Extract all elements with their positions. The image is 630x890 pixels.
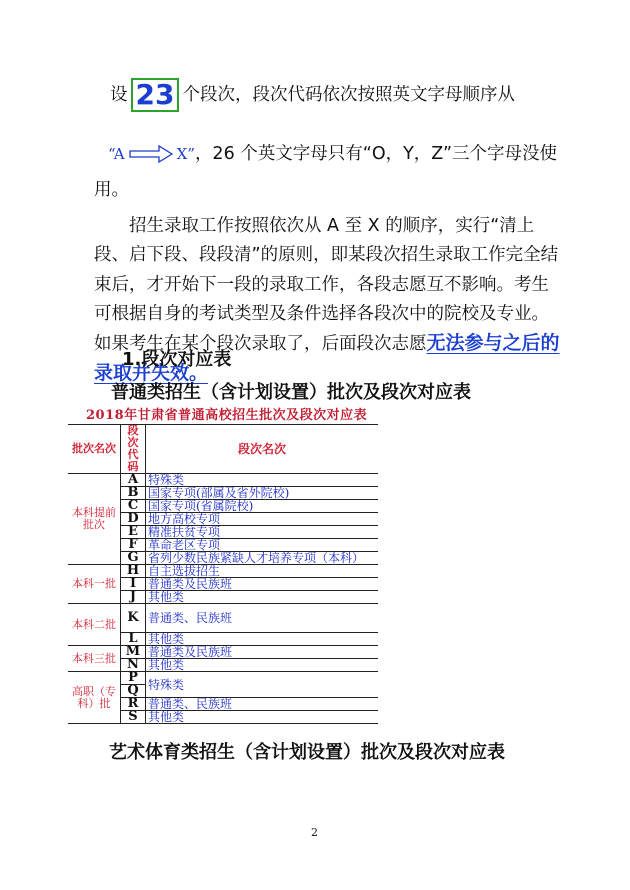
name-cell: 特殊类 [146,474,379,487]
code-cell: J [121,591,146,604]
name-cell: 普通类及民族班 [146,646,379,659]
name-cell: 普通类、民族班 [146,604,379,633]
batch-cell: 本科一批 [68,565,121,604]
code-cell: B [121,487,146,500]
table-title: 2018年甘肃省普通高校招生批次及段次对应表 [86,408,368,423]
right-arrow-icon [129,145,173,163]
code-cell: I [121,578,146,591]
name-cell: 国家专项(部属及省外院校) [146,487,379,500]
name-cell: 其他类 [146,591,379,604]
table-row [68,565,378,578]
header-code: 段次代码 [121,425,146,474]
batch-cell: 本科二批 [68,604,121,646]
code-cell: D [121,513,146,526]
table-row [68,672,378,685]
name-cell: 普通类及民族班 [146,578,379,591]
code-cell: E [121,526,146,539]
name-cell: 其他类 [146,633,379,646]
name-cell: 普通类、民族班 [146,698,379,711]
p2-post: ，26 个英文字母只有“O，Y，Z”三个字母没使 [194,144,558,164]
name-cell: 自主选拔招生 [146,565,379,578]
table-row [68,604,378,633]
name-cell: 特殊类 [146,672,379,698]
code-cell: S [121,711,146,724]
name-cell: 革命老区专项 [146,539,379,552]
table-header-row [68,425,378,474]
code-cell: G [121,552,146,565]
segment-table [68,424,378,724]
code-cell: A [121,474,146,487]
p1-post: 个段次，段次代码依次按照英文字母顺序从 [182,85,515,105]
header-name: 段次名次 [146,425,379,474]
segment-count-box: 23 [131,78,180,112]
code-cell: P [121,672,146,685]
batch-cell: 本科三批 [68,646,121,672]
p4-emphasis: 无法参与之后的录取并失效。 [94,332,560,385]
batch-cell: 本科提前批次 [68,474,121,565]
p1-pre: 设 [110,85,128,105]
code-cell: N [121,659,146,672]
table-row [68,474,378,487]
range-from: “A [108,145,125,163]
name-cell: 精准扶贫专项 [146,526,379,539]
paragraph-2 [108,142,557,166]
p4-text: 招生录取工作按照依次从 A 至 X 的顺序，实行“清上段、启下段、段段清”的原则，即某段次招生录取工作完全结束后，才开始下一段的录取工作，各段志愿互不影响。考生可根据自身的考试类型及条件选择各段次中的院校及专业。如果考生在某个段次录取了，后面段次志愿 [94,216,559,355]
code-cell: K [121,604,146,633]
art-sports-heading: 艺术体育类招生（含计划设置）批次及段次对应表 [109,742,505,763]
batch-cell: 高职（专科）批 [68,672,121,724]
code-cell: Q [121,685,146,698]
code-cell: R [121,698,146,711]
name-cell: 其他类 [146,659,379,672]
range-to: X” [176,145,195,163]
table-heading: 普通类招生（含计划设置）批次及段次对应表 [111,382,471,403]
code-cell: L [121,633,146,646]
code-cell: C [121,500,146,513]
code-cell: F [121,539,146,552]
name-cell: 国家专项(省属院校) [146,500,379,513]
name-cell: 省列少数民族紧缺人才培养专项（本科） [146,552,379,565]
paragraph-1 [110,78,515,112]
section-heading: 1.段次对应表 [122,349,232,370]
name-cell: 其他类 [146,711,379,724]
paragraph-3: 用。 [94,180,129,200]
table-row [68,646,378,659]
header-batch: 批次名次 [68,425,121,474]
code-cell: H [121,565,146,578]
name-cell: 地方高校专项 [146,513,379,526]
code-cell: M [121,646,146,659]
page-number: 2 [311,826,318,839]
